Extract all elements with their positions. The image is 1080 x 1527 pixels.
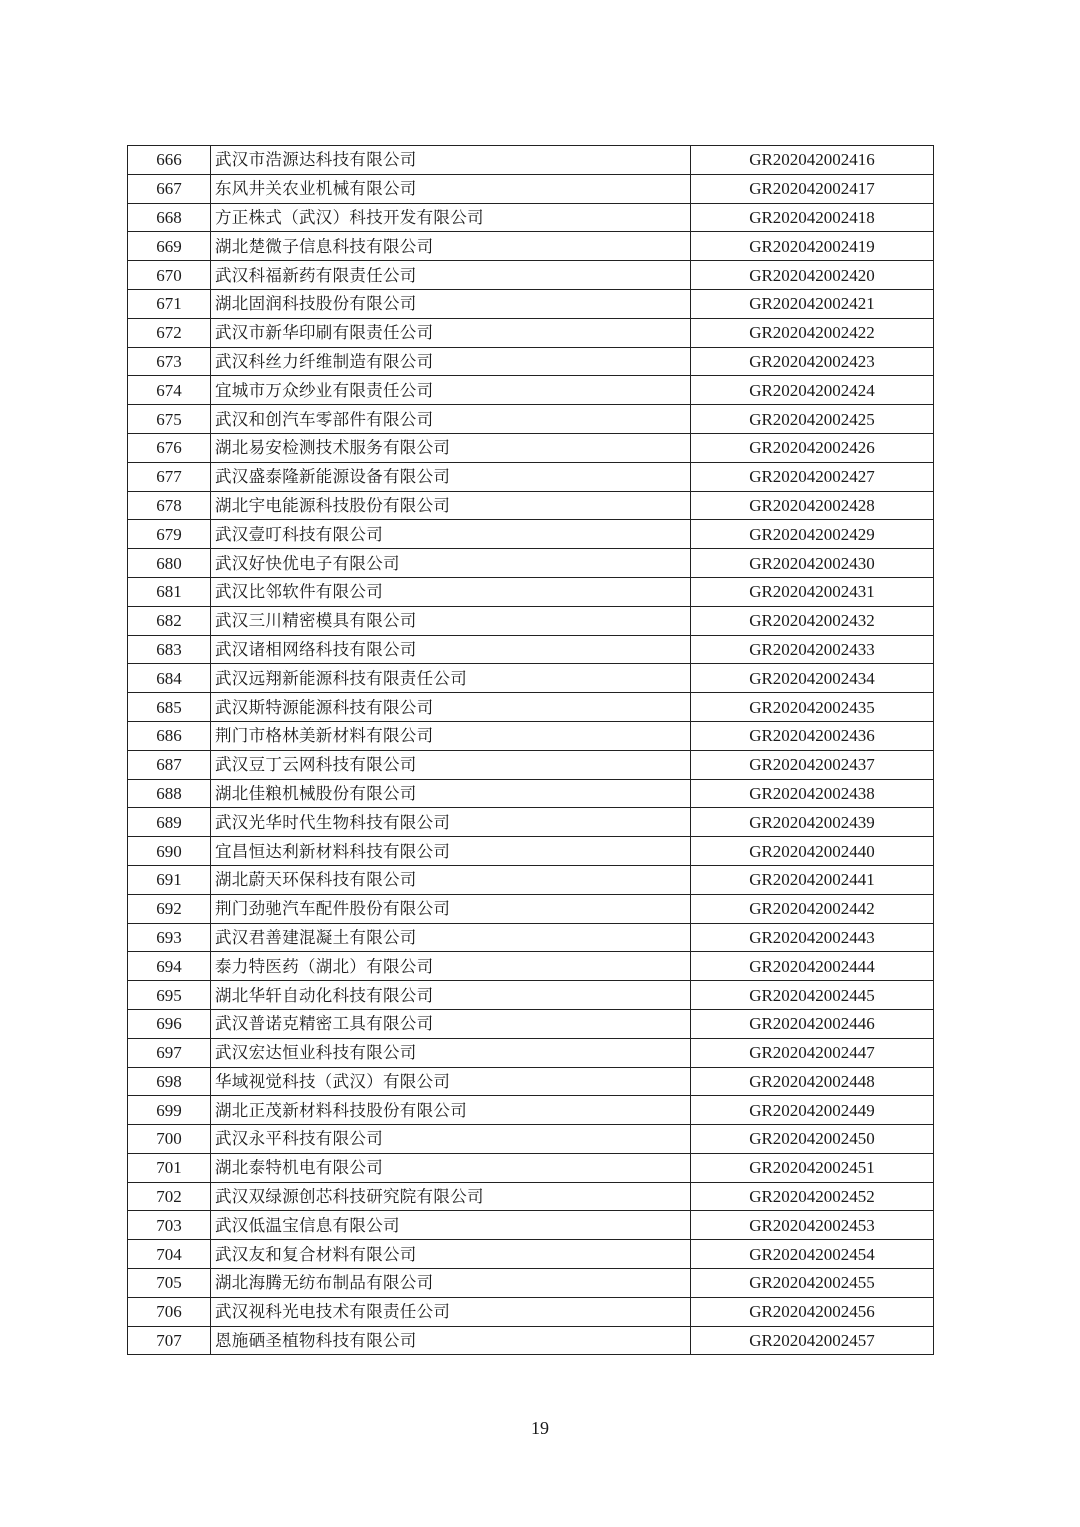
company-name-cell: 湖北楚微子信息科技有限公司	[211, 232, 691, 261]
row-number-cell: 703	[128, 1211, 211, 1240]
company-name-cell: 武汉永平科技有限公司	[211, 1125, 691, 1154]
row-number-cell: 681	[128, 577, 211, 606]
company-list-table	[127, 145, 934, 1355]
certificate-code-cell: GR202042002430	[691, 549, 934, 578]
table-row	[128, 750, 934, 779]
certificate-code-cell: GR202042002418	[691, 203, 934, 232]
table-row	[128, 347, 934, 376]
company-name-cell: 湖北易安检测技术服务有限公司	[211, 433, 691, 462]
table-row	[128, 491, 934, 520]
certificate-code-cell: GR202042002456	[691, 1297, 934, 1326]
company-name-cell: 华域视觉科技（武汉）有限公司	[211, 1067, 691, 1096]
table-row	[128, 1182, 934, 1211]
row-number-cell: 700	[128, 1125, 211, 1154]
row-number-cell: 701	[128, 1153, 211, 1182]
company-name-cell: 武汉友和复合材料有限公司	[211, 1240, 691, 1269]
table-row	[128, 1125, 934, 1154]
company-name-cell: 方正株式（武汉）科技开发有限公司	[211, 203, 691, 232]
company-name-cell: 武汉光华时代生物科技有限公司	[211, 808, 691, 837]
certificate-code-cell: GR202042002441	[691, 865, 934, 894]
table-row	[128, 952, 934, 981]
company-name-cell: 武汉科福新药有限责任公司	[211, 261, 691, 290]
company-name-cell: 武汉市浩源达科技有限公司	[211, 146, 691, 175]
company-name-cell: 湖北正茂新材料科技股份有限公司	[211, 1096, 691, 1125]
certificate-code-cell: GR202042002433	[691, 635, 934, 664]
company-name-cell: 武汉好快优电子有限公司	[211, 549, 691, 578]
certificate-code-cell: GR202042002446	[691, 1009, 934, 1038]
row-number-cell: 697	[128, 1038, 211, 1067]
company-name-cell: 恩施硒圣植物科技有限公司	[211, 1326, 691, 1355]
row-number-cell: 666	[128, 146, 211, 175]
row-number-cell: 687	[128, 750, 211, 779]
table-row	[128, 405, 934, 434]
certificate-code-cell: GR202042002449	[691, 1096, 934, 1125]
company-name-cell: 武汉宏达恒业科技有限公司	[211, 1038, 691, 1067]
company-name-cell: 湖北佳粮机械股份有限公司	[211, 779, 691, 808]
certificate-code-cell: GR202042002420	[691, 261, 934, 290]
certificate-code-cell: GR202042002429	[691, 520, 934, 549]
company-name-cell: 武汉君善建混凝土有限公司	[211, 923, 691, 952]
certificate-code-cell: GR202042002428	[691, 491, 934, 520]
company-name-cell: 武汉豆丁云网科技有限公司	[211, 750, 691, 779]
company-name-cell: 武汉远翔新能源科技有限责任公司	[211, 664, 691, 693]
row-number-cell: 685	[128, 693, 211, 722]
certificate-code-cell: GR202042002448	[691, 1067, 934, 1096]
row-number-cell: 694	[128, 952, 211, 981]
row-number-cell: 690	[128, 837, 211, 866]
row-number-cell: 672	[128, 318, 211, 347]
company-name-cell: 湖北蔚天环保科技有限公司	[211, 865, 691, 894]
certificate-code-cell: GR202042002425	[691, 405, 934, 434]
row-number-cell: 676	[128, 433, 211, 462]
table-row	[128, 894, 934, 923]
table-row	[128, 664, 934, 693]
row-number-cell: 699	[128, 1096, 211, 1125]
table-row	[128, 606, 934, 635]
row-number-cell: 680	[128, 549, 211, 578]
certificate-code-cell: GR202042002457	[691, 1326, 934, 1355]
table-row	[128, 433, 934, 462]
company-name-cell: 武汉双绿源创芯科技研究院有限公司	[211, 1182, 691, 1211]
certificate-code-cell: GR202042002419	[691, 232, 934, 261]
certificate-code-cell: GR202042002450	[691, 1125, 934, 1154]
row-number-cell: 678	[128, 491, 211, 520]
table-row	[128, 289, 934, 318]
row-number-cell: 704	[128, 1240, 211, 1269]
table-row	[128, 923, 934, 952]
certificate-code-cell: GR202042002435	[691, 693, 934, 722]
certificate-code-cell: GR202042002437	[691, 750, 934, 779]
certificate-code-cell: GR202042002454	[691, 1240, 934, 1269]
row-number-cell: 684	[128, 664, 211, 693]
row-number-cell: 679	[128, 520, 211, 549]
row-number-cell: 667	[128, 174, 211, 203]
company-name-cell: 宜城市万众纱业有限责任公司	[211, 376, 691, 405]
row-number-cell: 702	[128, 1182, 211, 1211]
row-number-cell: 686	[128, 721, 211, 750]
company-name-cell: 湖北华轩自动化科技有限公司	[211, 981, 691, 1010]
company-name-cell: 武汉壹叮科技有限公司	[211, 520, 691, 549]
certificate-code-cell: GR202042002445	[691, 981, 934, 1010]
company-name-cell: 湖北泰特机电有限公司	[211, 1153, 691, 1182]
company-name-cell: 宜昌恒达利新材料科技有限公司	[211, 837, 691, 866]
row-number-cell: 677	[128, 462, 211, 491]
row-number-cell: 668	[128, 203, 211, 232]
certificate-code-cell: GR202042002452	[691, 1182, 934, 1211]
row-number-cell: 692	[128, 894, 211, 923]
table-row	[128, 203, 934, 232]
table-row	[128, 721, 934, 750]
certificate-code-cell: GR202042002423	[691, 347, 934, 376]
row-number-cell: 696	[128, 1009, 211, 1038]
certificate-code-cell: GR202042002444	[691, 952, 934, 981]
certificate-code-cell: GR202042002451	[691, 1153, 934, 1182]
company-name-cell: 湖北海腾无纺布制品有限公司	[211, 1269, 691, 1298]
company-name-cell: 武汉市新华印刷有限责任公司	[211, 318, 691, 347]
certificate-code-cell: GR202042002426	[691, 433, 934, 462]
table-row	[128, 1096, 934, 1125]
row-number-cell: 673	[128, 347, 211, 376]
company-name-cell: 湖北宇电能源科技股份有限公司	[211, 491, 691, 520]
table-row	[128, 232, 934, 261]
table-row	[128, 1297, 934, 1326]
row-number-cell: 691	[128, 865, 211, 894]
table-row	[128, 318, 934, 347]
table-row	[128, 837, 934, 866]
certificate-code-cell: GR202042002434	[691, 664, 934, 693]
certificate-code-cell: GR202042002440	[691, 837, 934, 866]
table-row	[128, 146, 934, 175]
table-row	[128, 1211, 934, 1240]
table-row	[128, 779, 934, 808]
company-name-cell: 武汉比邻软件有限公司	[211, 577, 691, 606]
row-number-cell: 674	[128, 376, 211, 405]
table-row	[128, 549, 934, 578]
row-number-cell: 671	[128, 289, 211, 318]
company-name-cell: 东风井关农业机械有限公司	[211, 174, 691, 203]
table-row	[128, 462, 934, 491]
company-name-cell: 武汉和创汽车零部件有限公司	[211, 405, 691, 434]
table-row	[128, 808, 934, 837]
certificate-code-cell: GR202042002424	[691, 376, 934, 405]
row-number-cell: 670	[128, 261, 211, 290]
table-row	[128, 1067, 934, 1096]
table-row	[128, 1269, 934, 1298]
row-number-cell: 707	[128, 1326, 211, 1355]
certificate-code-cell: GR202042002422	[691, 318, 934, 347]
company-name-cell: 武汉斯特源能源科技有限公司	[211, 693, 691, 722]
company-name-cell: 湖北固润科技股份有限公司	[211, 289, 691, 318]
certificate-code-cell: GR202042002416	[691, 146, 934, 175]
row-number-cell: 669	[128, 232, 211, 261]
certificate-code-cell: GR202042002421	[691, 289, 934, 318]
table-row	[128, 1326, 934, 1355]
company-name-cell: 武汉普诺克精密工具有限公司	[211, 1009, 691, 1038]
certificate-code-cell: GR202042002455	[691, 1269, 934, 1298]
company-name-cell: 武汉科丝力纤维制造有限公司	[211, 347, 691, 376]
certificate-code-cell: GR202042002417	[691, 174, 934, 203]
certificate-code-cell: GR202042002439	[691, 808, 934, 837]
company-name-cell: 武汉盛泰隆新能源设备有限公司	[211, 462, 691, 491]
certificate-code-cell: GR202042002443	[691, 923, 934, 952]
company-name-cell: 武汉三川精密模具有限公司	[211, 606, 691, 635]
table-row	[128, 1153, 934, 1182]
row-number-cell: 683	[128, 635, 211, 664]
table-row	[128, 635, 934, 664]
table-row	[128, 693, 934, 722]
company-name-cell: 泰力特医药（湖北）有限公司	[211, 952, 691, 981]
row-number-cell: 698	[128, 1067, 211, 1096]
row-number-cell: 688	[128, 779, 211, 808]
table-row	[128, 1038, 934, 1067]
table-row	[128, 865, 934, 894]
certificate-code-cell: GR202042002438	[691, 779, 934, 808]
page-number: 19	[531, 1418, 549, 1438]
certificate-code-cell: GR202042002431	[691, 577, 934, 606]
company-name-cell: 荆门劲驰汽车配件股份有限公司	[211, 894, 691, 923]
company-name-cell: 武汉低温宝信息有限公司	[211, 1211, 691, 1240]
row-number-cell: 705	[128, 1269, 211, 1298]
certificate-code-cell: GR202042002453	[691, 1211, 934, 1240]
certificate-code-cell: GR202042002427	[691, 462, 934, 491]
certificate-code-cell: GR202042002442	[691, 894, 934, 923]
row-number-cell: 689	[128, 808, 211, 837]
table-row	[128, 577, 934, 606]
row-number-cell: 706	[128, 1297, 211, 1326]
table-row	[128, 1240, 934, 1269]
company-list-body	[128, 146, 934, 1355]
certificate-code-cell: GR202042002436	[691, 721, 934, 750]
table-row	[128, 1009, 934, 1038]
row-number-cell: 693	[128, 923, 211, 952]
company-name-cell: 武汉诸相网络科技有限公司	[211, 635, 691, 664]
table-row	[128, 376, 934, 405]
company-name-cell: 武汉视科光电技术有限责任公司	[211, 1297, 691, 1326]
row-number-cell: 695	[128, 981, 211, 1010]
certificate-code-cell: GR202042002432	[691, 606, 934, 635]
row-number-cell: 675	[128, 405, 211, 434]
table-row	[128, 520, 934, 549]
row-number-cell: 682	[128, 606, 211, 635]
company-name-cell: 荆门市格林美新材料有限公司	[211, 721, 691, 750]
table-row	[128, 261, 934, 290]
certificate-code-cell: GR202042002447	[691, 1038, 934, 1067]
table-row	[128, 174, 934, 203]
table-row	[128, 981, 934, 1010]
